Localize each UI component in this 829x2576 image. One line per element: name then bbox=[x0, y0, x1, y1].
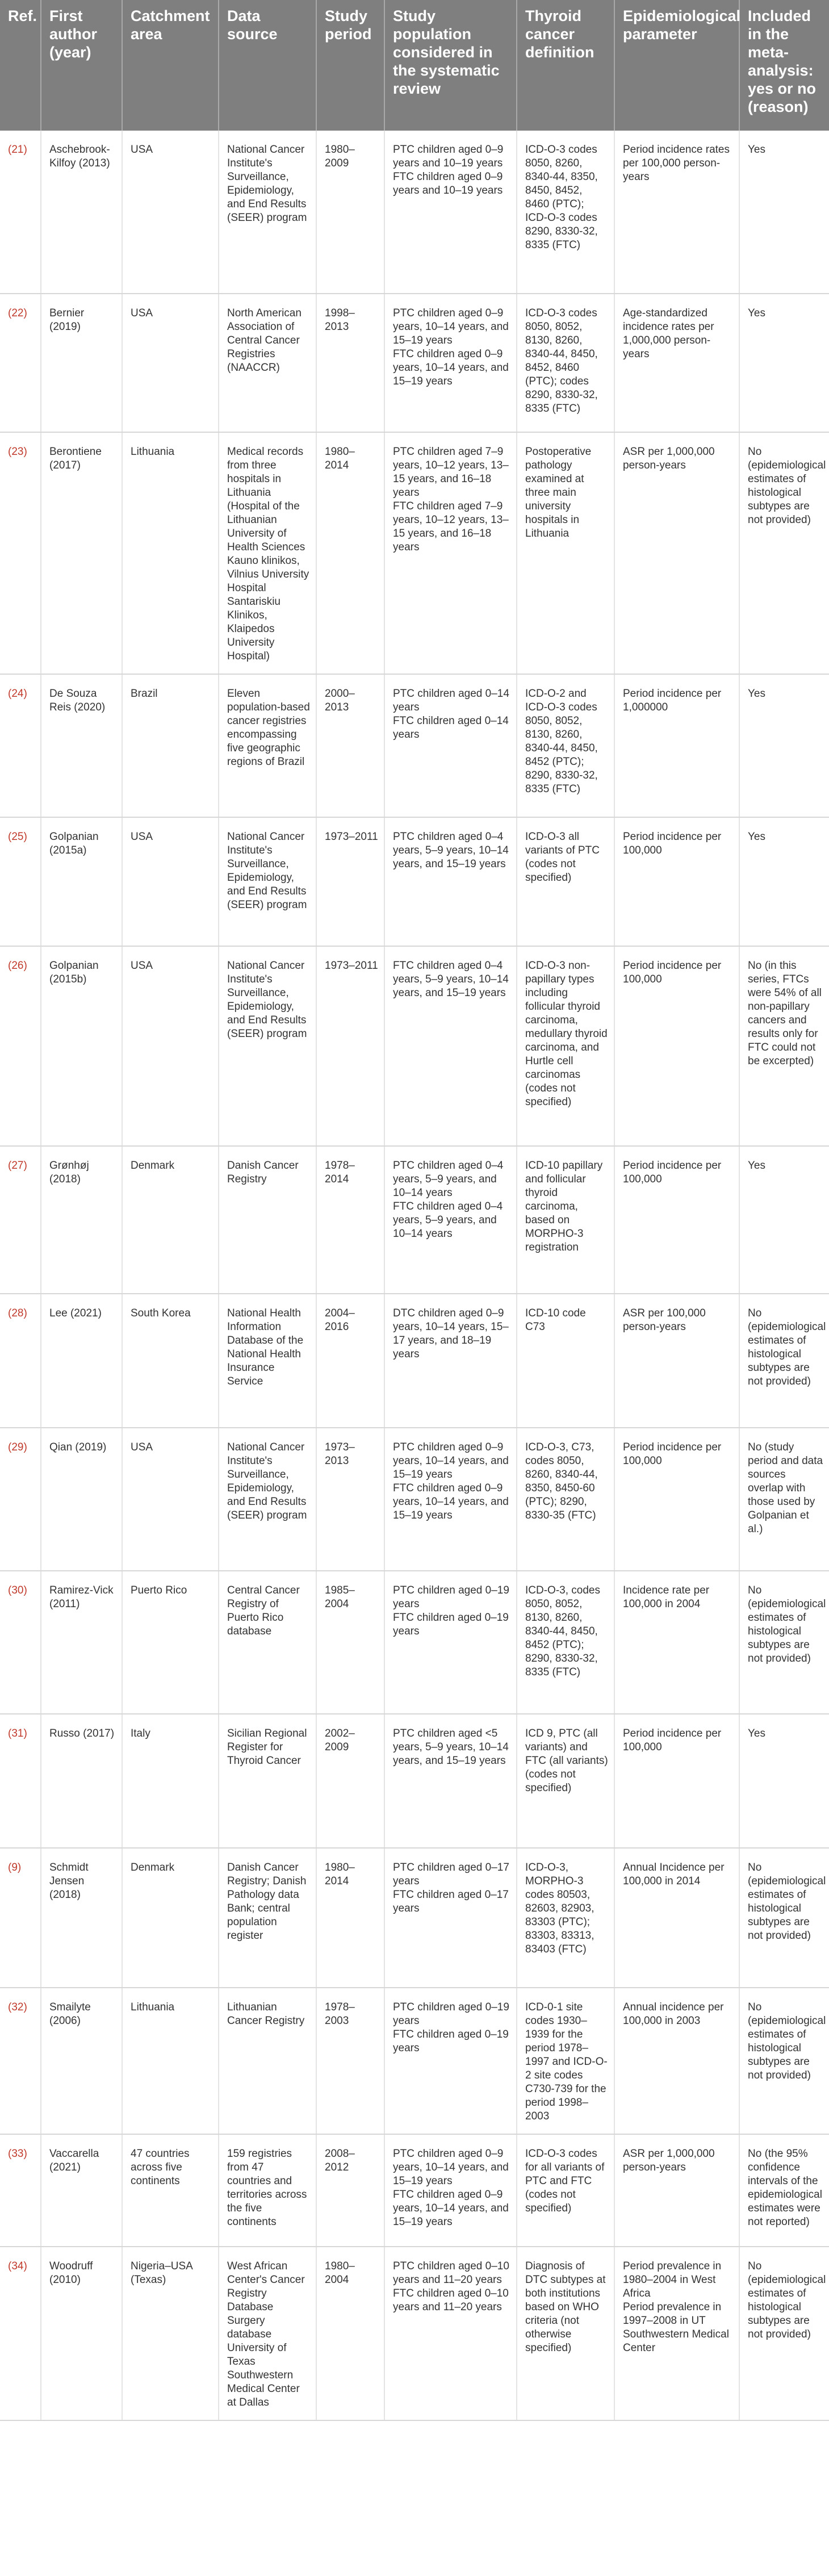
table-row bbox=[0, 1428, 829, 1571]
cell-study-period: 1998–2013 bbox=[316, 294, 384, 432]
cell-included-meta-analysis: No (epidemiological estimates of histological subtypes are not provided) bbox=[739, 1571, 829, 1714]
cell-epidemiological-parameter: Period incidence per 100,000 bbox=[614, 1428, 739, 1571]
cell-included-meta-analysis: No (in this series, FTCs were 54% of all non-papillary cancers and results only for FTC could not be excerpted) bbox=[739, 946, 829, 1146]
cell-ref[interactable]: (24) bbox=[0, 674, 41, 817]
cell-data-source: 159 registries from 47 countries and territories across the five continents bbox=[219, 2134, 316, 2247]
header-included-meta-analysis: Included in the meta-analysis: yes or no (reason) bbox=[739, 0, 829, 131]
cell-line: DTC children aged 0–9 years, 10–14 years, 15–17 years, and 18–19 years bbox=[393, 1307, 509, 1360]
cell-thyroid-cancer-definition: ICD-O-3 non-papillary types including follicular thyroid carcinoma, medullary thyroid carcinoma, and Hurtle cell carcinomas (codes not specified) bbox=[517, 946, 614, 1146]
cell-included-meta-analysis: No (study period and data sources overlap with those used by Golpanian et al.) bbox=[739, 1428, 829, 1571]
cell-ref[interactable]: (9) bbox=[0, 1848, 41, 1988]
cell-ref[interactable]: (23) bbox=[0, 432, 41, 674]
cell-ref[interactable]: (29) bbox=[0, 1428, 41, 1571]
header-study-period: Study period bbox=[316, 0, 384, 131]
cell-ref[interactable]: (33) bbox=[0, 2134, 41, 2247]
header-epidemiological-parameter: Epidemiological parameter bbox=[614, 0, 739, 131]
cell-data-source: National Health Information Database of the National Health Insurance Service bbox=[219, 1294, 316, 1428]
cell-study-population bbox=[384, 817, 517, 946]
cell-study-population bbox=[384, 1428, 517, 1571]
cell-ref[interactable]: (34) bbox=[0, 2247, 41, 2420]
cell-first-author: Smailyte (2006) bbox=[41, 1988, 122, 2134]
cell-ref[interactable]: (31) bbox=[0, 1714, 41, 1848]
cell-included-meta-analysis: No (epidemiological estimates of histological subtypes are not provided) bbox=[739, 1988, 829, 2134]
header-thyroid-cancer-definition: Thyroid cancer definition bbox=[517, 0, 614, 131]
cell-first-author: Lee (2021) bbox=[41, 1294, 122, 1428]
cell-study-period: 2008–2012 bbox=[316, 2134, 384, 2247]
cell-data-source: National Cancer Institute's Surveillance, Epidemiology, and End Results (SEER) program bbox=[219, 817, 316, 946]
cell-first-author: Berontiene (2017) bbox=[41, 432, 122, 674]
cell-data-source: Danish Cancer Registry bbox=[219, 1146, 316, 1294]
cell-catchment-area: Denmark bbox=[122, 1146, 219, 1294]
table-row bbox=[0, 674, 829, 817]
cell-study-population bbox=[384, 1571, 517, 1714]
cell-thyroid-cancer-definition: ICD-10 code C73 bbox=[517, 1294, 614, 1428]
cell-included-meta-analysis: Yes bbox=[739, 674, 829, 817]
cell-study-population bbox=[384, 1848, 517, 1988]
cell-ref[interactable]: (27) bbox=[0, 1146, 41, 1294]
cell-ref[interactable]: (22) bbox=[0, 294, 41, 432]
cell-catchment-area: USA bbox=[122, 817, 219, 946]
cell-study-period: 1973–2011 bbox=[316, 946, 384, 1146]
header-first-author: First author (year) bbox=[41, 0, 122, 131]
cell-line: FTC children aged 0–4 years, 5–9 years, and 10–14 years bbox=[393, 1201, 503, 1240]
cell-thyroid-cancer-definition: ICD-O-2 and ICD-O-3 codes 8050, 8052, 8130, 8260, 8340-44, 8450, 8452 (PTC); 8290, 8330-32, 8335 (FTC) bbox=[517, 674, 614, 817]
cell-line: FTC children aged 0–9 years, 10–14 years, and 15–19 years bbox=[393, 2189, 509, 2228]
cell-epidemiological-parameter: Annual incidence per 100,000 in 2003 bbox=[614, 1988, 739, 2134]
cell-study-population bbox=[384, 1146, 517, 1294]
cell-data-source: Danish Cancer Registry; Danish Pathology data Bank; central population register bbox=[219, 1848, 316, 1988]
cell-epidemiological-parameter: Annual Incidence per 100,000 in 2014 bbox=[614, 1848, 739, 1988]
cell-data-source: North American Association of Central Cancer Registries (NAACCR) bbox=[219, 294, 316, 432]
cell-data-source: National Cancer Institute's Surveillance, Epidemiology, and End Results (SEER) program bbox=[219, 1428, 316, 1571]
table-row bbox=[0, 1714, 829, 1848]
cell-study-period: 1978–2014 bbox=[316, 1146, 384, 1294]
cell-study-period: 1973–2013 bbox=[316, 1428, 384, 1571]
header-data-source: Data source bbox=[219, 0, 316, 131]
table-body bbox=[0, 131, 829, 2420]
cell-thyroid-cancer-definition: ICD 9, PTC (all variants) and FTC (all variants) (codes not specified) bbox=[517, 1714, 614, 1848]
cell-epidemiological-parameter: ASR per 1,000,000 person-years bbox=[614, 2134, 739, 2247]
cell-catchment-area: USA bbox=[122, 294, 219, 432]
cell-catchment-area: Italy bbox=[122, 1714, 219, 1848]
cell-thyroid-cancer-definition: ICD-O-3 codes for all variants of PTC and FTC (codes not specified) bbox=[517, 2134, 614, 2247]
cell-epidemiological-parameter: Period incidence per 100,000 bbox=[614, 1714, 739, 1848]
cell-data-source: West African Center's Cancer Registry Database Surgery database University of Texas Southwestern Medical Center at Dallas bbox=[219, 2247, 316, 2420]
cell-first-author: Russo (2017) bbox=[41, 1714, 122, 1848]
cell-included-meta-analysis: Yes bbox=[739, 1146, 829, 1294]
cell-line: PTC children aged 0–10 years and 11–20 years bbox=[393, 2260, 509, 2286]
cell-data-source: Eleven population-based cancer registries encompassing five geographic regions of Brazil bbox=[219, 674, 316, 817]
cell-catchment-area: 47 countries across five continents bbox=[122, 2134, 219, 2247]
cell-thyroid-cancer-definition: ICD-O-3 all variants of PTC (codes not specified) bbox=[517, 817, 614, 946]
cell-line: PTC children aged 0–9 years, 10–14 years, and 15–19 years bbox=[393, 307, 509, 346]
header-study-population: Study population considered in the systematic review bbox=[384, 0, 517, 131]
cell-thyroid-cancer-definition: ICD-O-3, codes 8050, 8052, 8130, 8260, 8340-44, 8450, 8452 (PTC); 8290, 8330-32, 8335 (FTC) bbox=[517, 1571, 614, 1714]
cell-catchment-area: Nigeria–USA (Texas) bbox=[122, 2247, 219, 2420]
cell-first-author: Vaccarella (2021) bbox=[41, 2134, 122, 2247]
table-row bbox=[0, 2134, 829, 2247]
cell-line: PTC children aged <5 years, 5–9 years, 10–14 years, and 15–19 years bbox=[393, 1728, 509, 1767]
cell-epidemiological-parameter: Period incidence per 1,000000 bbox=[614, 674, 739, 817]
cell-catchment-area: South Korea bbox=[122, 1294, 219, 1428]
cell-data-source: Medical records from three hospitals in Lithuania (Hospital of the Lithuanian University of Health Sciences Kauno klinikos, Vilnius University Hospital Santariskiu Klinikos, Klaipedos University Hospital) bbox=[219, 432, 316, 674]
cell-included-meta-analysis: No (epidemiological estimates of histological subtypes are not provided) bbox=[739, 1848, 829, 1988]
cell-study-population bbox=[384, 1294, 517, 1428]
cell-thyroid-cancer-definition: ICD-10 papillary and follicular thyroid carcinoma, based on MORPHO-3 registration bbox=[517, 1146, 614, 1294]
cell-included-meta-analysis: Yes bbox=[739, 817, 829, 946]
cell-thyroid-cancer-definition: ICD-0-1 site codes 1930–1939 for the period 1978–1997 and ICD-O-2 site codes C730-739 for the period 1998–2003 bbox=[517, 1988, 614, 2134]
cell-epidemiological-parameter: Period incidence rates per 100,000 person-years bbox=[614, 131, 739, 294]
cell-line: FTC children aged 0–9 years, 10–14 years, and 15–19 years bbox=[393, 348, 509, 387]
cell-study-population bbox=[384, 2247, 517, 2420]
cell-epidemiological-parameter: Age-standardized incidence rates per 1,000,000 person-years bbox=[614, 294, 739, 432]
cell-study-period: 2000–2013 bbox=[316, 674, 384, 817]
cell-first-author: Qian (2019) bbox=[41, 1428, 122, 1571]
cell-first-author: Bernier (2019) bbox=[41, 294, 122, 432]
table-row bbox=[0, 946, 829, 1146]
cell-ref[interactable]: (25) bbox=[0, 817, 41, 946]
cell-study-period: 1980–2014 bbox=[316, 1848, 384, 1988]
cell-catchment-area: Lithuania bbox=[122, 432, 219, 674]
cell-first-author: Schmidt Jensen (2018) bbox=[41, 1848, 122, 1988]
table-row bbox=[0, 2247, 829, 2420]
cell-epidemiological-parameter bbox=[614, 2247, 739, 2420]
cell-thyroid-cancer-definition: ICD-O-3, C73, codes 8050, 8260, 8340-44, 8350, 8450-60 (PTC); 8290, 8330-35 (FTC) bbox=[517, 1428, 614, 1571]
cell-study-population bbox=[384, 2134, 517, 2247]
cell-line: PTC children aged 0–14 years bbox=[393, 688, 509, 713]
cell-study-period: 1980–2014 bbox=[316, 432, 384, 674]
cell-study-period: 1973–2011 bbox=[316, 817, 384, 946]
cell-study-population bbox=[384, 946, 517, 1146]
cell-line: PTC children aged 0–4 years, 5–9 years, and 10–14 years bbox=[393, 1160, 504, 1199]
cell-ref[interactable]: (26) bbox=[0, 946, 41, 1146]
cell-first-author: Ramirez-Vick (2011) bbox=[41, 1571, 122, 1714]
table-row bbox=[0, 1146, 829, 1294]
cell-study-population bbox=[384, 294, 517, 432]
table-row bbox=[0, 1294, 829, 1428]
cell-epidemiological-parameter: ASR per 1,000,000 person-years bbox=[614, 432, 739, 674]
cell-study-period: 1980–2009 bbox=[316, 131, 384, 294]
cell-study-period: 2004–2016 bbox=[316, 1294, 384, 1428]
cell-line: FTC children aged 0–17 years bbox=[393, 1889, 509, 1914]
cell-ref[interactable]: (32) bbox=[0, 1988, 41, 2134]
cell-line: FTC children aged 0–19 years bbox=[393, 2029, 509, 2054]
table-row bbox=[0, 432, 829, 674]
table-row bbox=[0, 131, 829, 294]
cell-line: PTC children aged 0–9 years and 10–19 years bbox=[393, 144, 504, 169]
cell-thyroid-cancer-definition: ICD-O-3 codes 8050, 8052, 8130, 8260, 8340-44, 8450, 8452, 8460 (PTC); codes 8290, 8330-32, 8335 (FTC) bbox=[517, 294, 614, 432]
cell-epidemiological-parameter: Period incidence per 100,000 bbox=[614, 1146, 739, 1294]
cell-thyroid-cancer-definition: ICD-O-3 codes 8050, 8260, 8340-44, 8350, 8450, 8452, 8460 (PTC); ICD-O-3 codes 8290, 8330-32, 8335 (FTC) bbox=[517, 131, 614, 294]
cell-included-meta-analysis: Yes bbox=[739, 1714, 829, 1848]
cell-ref[interactable]: (28) bbox=[0, 1294, 41, 1428]
cell-ref[interactable]: (30) bbox=[0, 1571, 41, 1714]
cell-line: FTC children aged 0–10 years and 11–20 years bbox=[393, 2288, 509, 2313]
cell-thyroid-cancer-definition: ICD-O-3, MORPHO-3 codes 80503, 82603, 82903, 83303 (PTC); 83303, 83313, 83403 (FTC) bbox=[517, 1848, 614, 1988]
cell-study-period: 2002–2009 bbox=[316, 1714, 384, 1848]
cell-catchment-area: Denmark bbox=[122, 1848, 219, 1988]
cell-study-population bbox=[384, 1988, 517, 2134]
cell-epidemiological-parameter: Period incidence per 100,000 bbox=[614, 817, 739, 946]
cell-line: Period prevalence in 1980–2004 in West Africa bbox=[623, 2260, 722, 2299]
cell-line: PTC children aged 0–9 years, 10–14 years, and 15–19 years bbox=[393, 2148, 509, 2187]
cell-epidemiological-parameter: ASR per 100,000 person-years bbox=[614, 1294, 739, 1428]
cell-line: FTC children aged 0–19 years bbox=[393, 1612, 509, 1637]
cell-catchment-area: Brazil bbox=[122, 674, 219, 817]
cell-included-meta-analysis: No (epidemiological estimates of histological subtypes are not provided) bbox=[739, 1294, 829, 1428]
cell-line: FTC children aged 7–9 years, 10–12 years, 13–15 years, and 16–18 years bbox=[393, 500, 509, 553]
cell-data-source: Sicilian Regional Register for Thyroid Cancer bbox=[219, 1714, 316, 1848]
cell-line: PTC children aged 0–19 years bbox=[393, 2001, 509, 2027]
cell-line: Period prevalence in 1997–2008 in UT Southwestern Medical Center bbox=[623, 2301, 729, 2354]
cell-line: PTC children aged 0–17 years bbox=[393, 1862, 509, 1887]
cell-included-meta-analysis: No (epidemiological estimates of histological subtypes are not provided) bbox=[739, 2247, 829, 2420]
cell-included-meta-analysis: Yes bbox=[739, 294, 829, 432]
cell-catchment-area: USA bbox=[122, 1428, 219, 1571]
cell-catchment-area: USA bbox=[122, 946, 219, 1146]
cell-catchment-area: Lithuania bbox=[122, 1988, 219, 2134]
cell-line: FTC children aged 0–9 years, 10–14 years, and 15–19 years bbox=[393, 1482, 509, 1521]
cell-catchment-area: USA bbox=[122, 131, 219, 294]
cell-line: PTC children aged 7–9 years, 10–12 years, 13–15 years, and 16–18 years bbox=[393, 446, 509, 499]
cell-epidemiological-parameter: Period incidence per 100,000 bbox=[614, 946, 739, 1146]
table-row bbox=[0, 1988, 829, 2134]
cell-thyroid-cancer-definition: Diagnosis of DTC subtypes at both institutions based on WHO criteria (not otherwise specified) bbox=[517, 2247, 614, 2420]
cell-included-meta-analysis: No (the 95% confidence intervals of the epidemiological estimates were not reported) bbox=[739, 2134, 829, 2247]
cell-data-source: Lithuanian Cancer Registry bbox=[219, 1988, 316, 2134]
table-row bbox=[0, 1571, 829, 1714]
cell-data-source: National Cancer Institute's Surveillance, Epidemiology, and End Results (SEER) program bbox=[219, 946, 316, 1146]
cell-study-period: 1978–2003 bbox=[316, 1988, 384, 2134]
cell-first-author: Woodruff (2010) bbox=[41, 2247, 122, 2420]
cell-first-author: Golpanian (2015b) bbox=[41, 946, 122, 1146]
cell-line: FTC children aged 0–9 years and 10–19 years bbox=[393, 171, 503, 196]
cell-first-author: Aschebrook-Kilfoy (2013) bbox=[41, 131, 122, 294]
table-row bbox=[0, 817, 829, 946]
cell-included-meta-analysis: No (epidemiological estimates of histological subtypes are not provided) bbox=[739, 432, 829, 674]
table-row bbox=[0, 294, 829, 432]
cell-study-population bbox=[384, 131, 517, 294]
cell-line: PTC children aged 0–4 years, 5–9 years, 10–14 years, and 15–19 years bbox=[393, 831, 509, 870]
cell-study-population bbox=[384, 674, 517, 817]
header-catchment-area: Catchment area bbox=[122, 0, 219, 131]
cell-line: PTC children aged 0–9 years, 10–14 years, and 15–19 years bbox=[393, 1441, 509, 1481]
cell-first-author: Golpanian (2015a) bbox=[41, 817, 122, 946]
table-row bbox=[0, 1848, 829, 1988]
cell-included-meta-analysis: Yes bbox=[739, 131, 829, 294]
cell-study-period: 1980–2004 bbox=[316, 2247, 384, 2420]
cell-line: PTC children aged 0–19 years bbox=[393, 1584, 509, 1610]
cell-data-source: National Cancer Institute's Surveillance, Epidemiology, and End Results (SEER) program bbox=[219, 131, 316, 294]
cell-catchment-area: Puerto Rico bbox=[122, 1571, 219, 1714]
cell-first-author: Grønhøj (2018) bbox=[41, 1146, 122, 1294]
header-ref: Ref. bbox=[0, 0, 41, 131]
cell-line: FTC children aged 0–14 years bbox=[393, 715, 509, 741]
cell-study-population bbox=[384, 432, 517, 674]
cell-thyroid-cancer-definition: Postoperative pathology examined at three main university hospitals in Lithuania bbox=[517, 432, 614, 674]
table-header-row bbox=[0, 0, 829, 131]
cell-study-population bbox=[384, 1714, 517, 1848]
cell-ref[interactable]: (21) bbox=[0, 131, 41, 294]
cell-epidemiological-parameter: Incidence rate per 100,000 in 2004 bbox=[614, 1571, 739, 1714]
cell-data-source: Central Cancer Registry of Puerto Rico database bbox=[219, 1571, 316, 1714]
cell-first-author: De Souza Reis (2020) bbox=[41, 674, 122, 817]
cell-study-period: 1985–2004 bbox=[316, 1571, 384, 1714]
cell-line: FTC children aged 0–4 years, 5–9 years, 10–14 years, and 15–19 years bbox=[393, 960, 509, 999]
